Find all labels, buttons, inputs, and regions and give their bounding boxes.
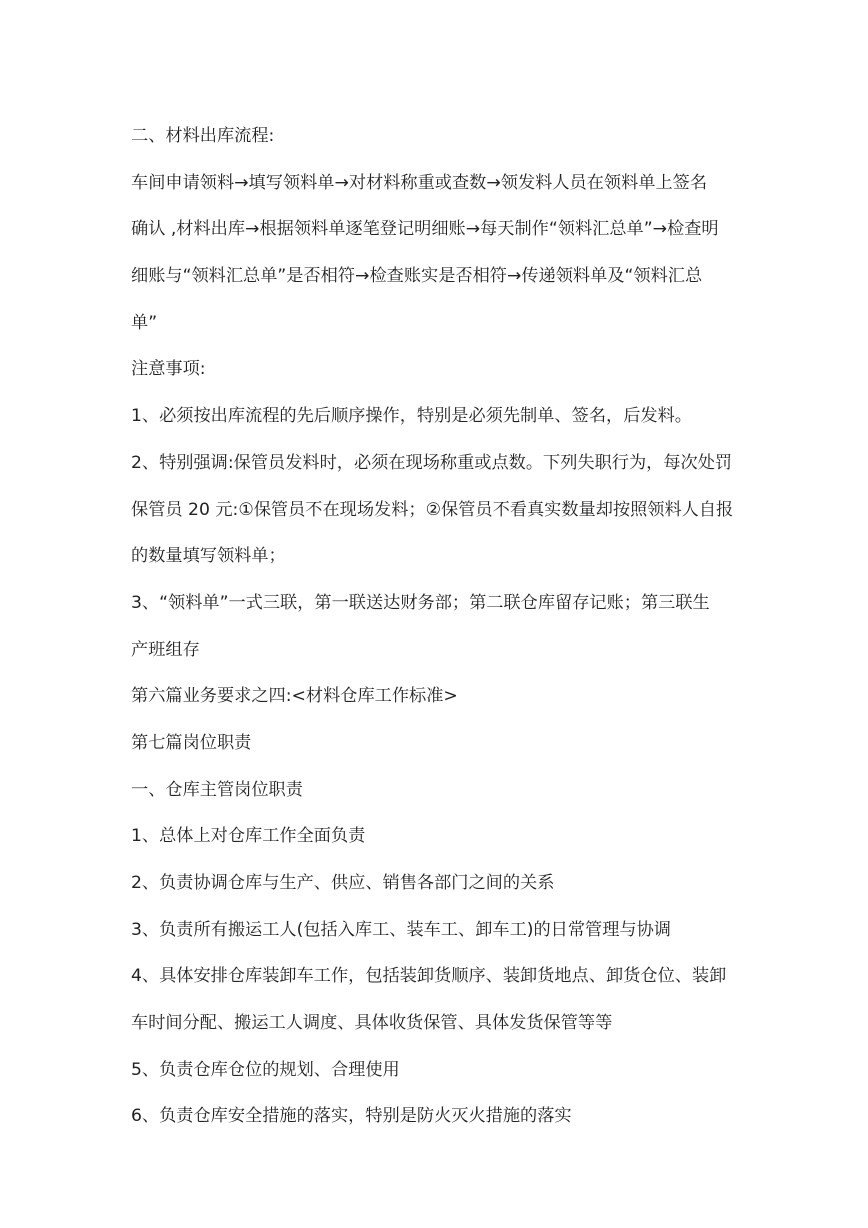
- list-item: 6、负责仓库安全措施的落实，特别是防火灭火措施的落实: [131, 1106, 572, 1127]
- paragraph-line: 确认 ,材料出库→根据领料单逐笔登记明细账→每天制作“领料汇总单”→检查明: [131, 219, 719, 240]
- section-heading-warehouse-manager: 一、仓库主管岗位职责: [131, 779, 303, 800]
- notes-heading: 注意事项:: [131, 359, 206, 380]
- list-item-continuation: 保管员 20 元:①保管员不在现场发料；②保管员不看真实数量却按照领料人自报: [131, 499, 734, 520]
- paragraph-line: 单”: [131, 312, 158, 333]
- list-item: 1、总体上对仓库工作全面负责: [131, 826, 366, 847]
- chapter-heading: 第六篇业务要求之四:<材料仓库工作标准>: [131, 686, 458, 707]
- section-heading-outbound-process: 二、材料出库流程:: [131, 126, 275, 146]
- list-item: 2、特别强调:保管员发料时，必须在现场称重或点数。下列失职行为，每次处罚: [131, 452, 733, 473]
- list-item: 1、必须按出库流程的先后顺序操作，特别是必须先制单、签名，后发料。: [131, 406, 692, 427]
- list-item: 5、负责仓库仓位的规划、合理使用: [131, 1059, 400, 1080]
- list-item-continuation: 产班组存: [131, 639, 200, 660]
- list-item: 2、负责协调仓库与生产、供应、销售各部门之间的关系: [131, 873, 555, 893]
- list-item: 3、负责所有搬运工人(包括入库工、装车工、卸车工)的日常管理与协调: [131, 919, 671, 940]
- paragraph-line: 细账与“领料汇总单”是否相符→检查账实是否相符→传递领料单及“领料汇总: [131, 266, 703, 287]
- paragraph-line: 车间申请领料→填写领料单→对材料称重或查数→领发料人员在领料单上签名: [131, 172, 708, 193]
- chapter-heading: 第七篇岗位职责: [131, 732, 252, 753]
- list-item-continuation: 的数量填写领料单；: [131, 546, 286, 567]
- list-item: 4、具体安排仓库装卸车工作，包括装卸货顺序、装卸货地点、卸货仓位、装卸: [131, 966, 727, 987]
- list-item-continuation: 车时间分配、搬运工人调度、具体收货保管、具体发货保管等等: [131, 1013, 613, 1034]
- document-body: [131, 113, 743, 1140]
- list-item: 3、“领料单”一式三联，第一联送达财务部；第二联仓库留存记账；第三联生: [131, 592, 710, 613]
